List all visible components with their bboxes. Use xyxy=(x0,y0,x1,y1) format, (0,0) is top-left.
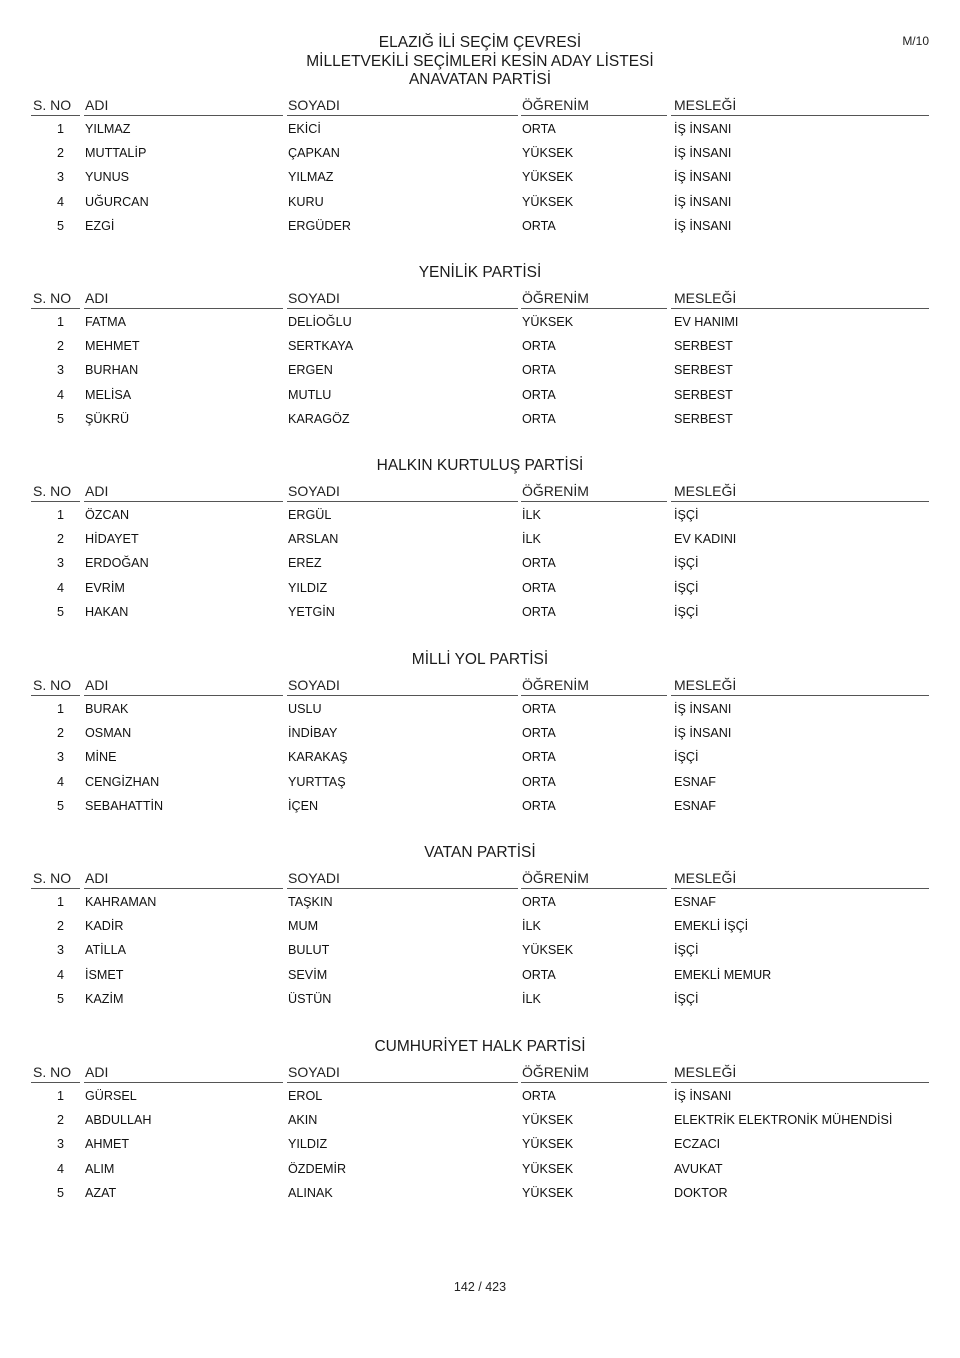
column-header-adi: ADI xyxy=(85,1064,109,1080)
cell-soyadi: YILDIZ xyxy=(288,1137,328,1152)
cell-ogrenim: YÜKSEK xyxy=(522,146,574,161)
party-title: ANAVATAN PARTİSİ xyxy=(408,71,552,88)
cell-no: 5 xyxy=(56,411,64,426)
table-header xyxy=(0,866,960,890)
header-underline xyxy=(31,115,80,116)
table-row xyxy=(0,117,960,141)
cell-ogrenim: ORTA xyxy=(522,580,556,595)
cell-adi: MİNE xyxy=(85,750,117,765)
column-header-meslegi: MESLEĞİ xyxy=(674,97,737,113)
header-underline xyxy=(84,115,283,116)
cell-meslegi: ESNAF xyxy=(674,774,716,789)
cell-meslegi: SERBEST xyxy=(674,411,733,426)
cell-adi: ERDOĞAN xyxy=(85,556,149,571)
party-section xyxy=(0,453,960,624)
cell-no: 5 xyxy=(56,991,64,1006)
cell-soyadi: İÇEN xyxy=(288,798,319,813)
cell-meslegi: İŞ İNSANI xyxy=(674,194,732,209)
cell-soyadi: SEVİM xyxy=(288,967,328,982)
cell-adi: SEBAHATTİN xyxy=(85,798,164,813)
cell-ogrenim: ORTA xyxy=(522,363,556,378)
cell-no: 2 xyxy=(56,532,64,547)
cell-soyadi: EROL xyxy=(288,1089,323,1103)
table-row xyxy=(0,794,960,818)
table-row xyxy=(0,407,960,431)
header-underline xyxy=(287,308,518,309)
cell-meslegi: ESNAF xyxy=(674,798,716,813)
page-number: 142 / 423 xyxy=(453,1280,507,1294)
table-row xyxy=(0,141,960,165)
cell-ogrenim: ORTA xyxy=(522,556,556,571)
cell-adi: OSMAN xyxy=(85,726,132,741)
cell-no: 2 xyxy=(56,919,64,934)
cell-no: 4 xyxy=(56,774,64,789)
header-underline xyxy=(287,115,518,116)
cell-soyadi: İNDİBAY xyxy=(288,726,338,741)
table-row xyxy=(0,914,960,938)
table-row xyxy=(0,358,960,382)
cell-soyadi: EKİCİ xyxy=(288,122,321,136)
header-underline xyxy=(84,1082,283,1083)
header-underline xyxy=(84,308,283,309)
header-underline xyxy=(287,1082,518,1083)
cell-adi: ŞÜKRÜ xyxy=(85,411,130,426)
cell-ogrenim: ORTA xyxy=(522,1089,556,1103)
cell-no: 1 xyxy=(56,315,64,329)
cell-soyadi: YILDIZ xyxy=(288,580,328,595)
cell-ogrenim: ORTA xyxy=(522,702,556,716)
cell-ogrenim: ORTA xyxy=(522,387,556,402)
table-row xyxy=(0,721,960,745)
cell-meslegi: ECZACI xyxy=(674,1137,721,1152)
cell-soyadi: USLU xyxy=(288,702,322,716)
party-section xyxy=(0,67,960,238)
cell-meslegi: İŞÇİ xyxy=(674,508,699,522)
cell-adi: AZAT xyxy=(85,1185,117,1200)
column-header-ogrenim: ÖĞRENİM xyxy=(522,483,589,499)
cell-ogrenim: ORTA xyxy=(522,411,556,426)
cell-ogrenim: YÜKSEK xyxy=(522,170,574,185)
cell-no: 5 xyxy=(56,604,64,619)
cell-ogrenim: YÜKSEK xyxy=(522,1161,574,1176)
document-header xyxy=(0,33,960,71)
page-code: M/10 xyxy=(902,34,929,48)
cell-no: 1 xyxy=(56,895,64,909)
cell-soyadi: SERTKAYA xyxy=(288,339,354,354)
header-underline xyxy=(671,888,929,889)
cell-adi: GÜRSEL xyxy=(85,1089,137,1103)
table-row xyxy=(0,987,960,1011)
table-row xyxy=(0,383,960,407)
cell-adi: EZGİ xyxy=(85,218,115,233)
cell-ogrenim: YÜKSEK xyxy=(522,943,574,958)
header-title-line2: MİLLETVEKİLİ SEÇİMLERİ KESİN ADAY LİSTESİ xyxy=(306,53,654,70)
party-section xyxy=(0,260,960,431)
table-row xyxy=(0,600,960,624)
cell-meslegi: İŞÇİ xyxy=(674,943,699,958)
party-title: CUMHURİYET HALK PARTİSİ xyxy=(374,1038,586,1055)
cell-meslegi: İŞÇİ xyxy=(674,556,699,571)
cell-soyadi: MUM xyxy=(288,919,319,934)
table-header xyxy=(0,286,960,310)
cell-no: 1 xyxy=(56,122,64,136)
column-header-adi: ADI xyxy=(85,290,109,306)
cell-ogrenim: ORTA xyxy=(522,122,556,136)
cell-no: 1 xyxy=(56,1089,64,1103)
cell-meslegi: EMEKLİ İŞÇİ xyxy=(674,919,749,934)
cell-adi: YILMAZ xyxy=(85,122,131,136)
cell-ogrenim: İLK xyxy=(522,508,541,522)
column-header-no: S. NO xyxy=(33,483,72,499)
header-underline xyxy=(84,888,283,889)
cell-adi: HİDAYET xyxy=(85,532,139,547)
party-title: HALKIN KURTULUŞ PARTİSİ xyxy=(376,457,584,474)
table-row xyxy=(0,310,960,334)
cell-meslegi: EV KADINI xyxy=(674,532,737,547)
cell-ogrenim: YÜKSEK xyxy=(522,1113,574,1128)
cell-soyadi: EREZ xyxy=(288,556,322,571)
header-underline xyxy=(521,115,667,116)
header-underline xyxy=(287,888,518,889)
header-title-line1: ELAZIĞ İLİ SEÇİM ÇEVRESİ xyxy=(378,34,582,51)
cell-no: 4 xyxy=(56,580,64,595)
header-underline xyxy=(521,888,667,889)
column-header-adi: ADI xyxy=(85,870,109,886)
table-header xyxy=(0,479,960,503)
table-row xyxy=(0,503,960,527)
cell-ogrenim: YÜKSEK xyxy=(522,1137,574,1152)
cell-ogrenim: ORTA xyxy=(522,339,556,354)
column-header-no: S. NO xyxy=(33,290,72,306)
cell-no: 5 xyxy=(56,798,64,813)
column-header-adi: ADI xyxy=(85,483,109,499)
cell-adi: ÖZCAN xyxy=(85,508,130,522)
cell-soyadi: KARAGÖZ xyxy=(288,411,350,426)
cell-no: 1 xyxy=(56,702,64,716)
table-row xyxy=(0,527,960,551)
header-underline xyxy=(84,695,283,696)
cell-meslegi: İŞÇİ xyxy=(674,580,699,595)
column-header-meslegi: MESLEĞİ xyxy=(674,1064,737,1080)
cell-meslegi: İŞ İNSANI xyxy=(674,726,732,741)
cell-soyadi: YETGİN xyxy=(288,604,335,619)
party-section xyxy=(0,840,960,1011)
header-underline xyxy=(31,695,80,696)
cell-meslegi: SERBEST xyxy=(674,363,733,378)
cell-meslegi: İŞÇİ xyxy=(674,750,699,765)
party-title: VATAN PARTİSİ xyxy=(424,844,536,861)
cell-soyadi: DELİOĞLU xyxy=(288,315,352,329)
cell-no: 3 xyxy=(56,170,64,185)
table-row xyxy=(0,576,960,600)
cell-adi: İSMET xyxy=(85,967,124,982)
cell-soyadi: ÖZDEMİR xyxy=(288,1161,347,1176)
table-row xyxy=(0,697,960,721)
table-row xyxy=(0,214,960,238)
header-underline xyxy=(671,1082,929,1083)
table-row xyxy=(0,745,960,769)
cell-adi: KAZİM xyxy=(85,991,124,1006)
cell-soyadi: ERGEN xyxy=(288,363,333,378)
cell-meslegi: İŞ İNSANI xyxy=(674,170,732,185)
cell-meslegi: İŞ İNSANI xyxy=(674,1089,732,1103)
cell-no: 2 xyxy=(56,146,64,161)
cell-ogrenim: YÜKSEK xyxy=(522,315,574,329)
cell-soyadi: AKIN xyxy=(288,1113,318,1128)
header-underline xyxy=(521,695,667,696)
cell-adi: MUTTALİP xyxy=(85,146,147,161)
cell-adi: UĞURCAN xyxy=(85,194,149,209)
cell-soyadi: ÜSTÜN xyxy=(288,991,332,1006)
cell-adi: YUNUS xyxy=(85,170,130,185)
cell-soyadi: ERGÜL xyxy=(288,508,332,522)
table-header xyxy=(0,1060,960,1084)
cell-adi: KADİR xyxy=(85,919,124,934)
column-header-no: S. NO xyxy=(33,677,72,693)
column-header-no: S. NO xyxy=(33,870,72,886)
column-header-adi: ADI xyxy=(85,677,109,693)
cell-ogrenim: ORTA xyxy=(522,726,556,741)
cell-adi: CENGİZHAN xyxy=(85,774,160,789)
header-underline xyxy=(671,695,929,696)
column-header-ogrenim: ÖĞRENİM xyxy=(522,290,589,306)
table-header xyxy=(0,673,960,697)
cell-no: 4 xyxy=(56,194,64,209)
cell-adi: AHMET xyxy=(85,1137,130,1152)
column-header-soyadi: SOYADI xyxy=(288,97,340,113)
cell-no: 2 xyxy=(56,339,64,354)
cell-meslegi: ESNAF xyxy=(674,895,716,909)
cell-ogrenim: ORTA xyxy=(522,774,556,789)
table-row xyxy=(0,1084,960,1108)
cell-no: 4 xyxy=(56,387,64,402)
cell-no: 3 xyxy=(56,363,64,378)
cell-meslegi: İŞ İNSANI xyxy=(674,218,732,233)
cell-adi: MEHMET xyxy=(85,339,140,354)
table-row xyxy=(0,770,960,794)
header-underline xyxy=(84,501,283,502)
column-header-meslegi: MESLEĞİ xyxy=(674,483,737,499)
cell-adi: FATMA xyxy=(85,315,127,329)
column-header-meslegi: MESLEĞİ xyxy=(674,677,737,693)
cell-meslegi: SERBEST xyxy=(674,339,733,354)
column-header-soyadi: SOYADI xyxy=(288,870,340,886)
column-header-meslegi: MESLEĞİ xyxy=(674,870,737,886)
cell-no: 3 xyxy=(56,943,64,958)
cell-meslegi: İŞ İNSANI xyxy=(674,702,732,716)
cell-adi: EVRİM xyxy=(85,580,125,595)
cell-soyadi: BULUT xyxy=(288,943,330,958)
cell-adi: KAHRAMAN xyxy=(85,895,157,909)
cell-soyadi: ALINAK xyxy=(288,1185,333,1200)
cell-ogrenim: YÜKSEK xyxy=(522,1185,574,1200)
cell-meslegi: İŞ İNSANI xyxy=(674,146,732,161)
column-header-meslegi: MESLEĞİ xyxy=(674,290,737,306)
table-row xyxy=(0,1108,960,1132)
table-row xyxy=(0,1132,960,1156)
cell-adi: ATİLLA xyxy=(85,943,127,958)
cell-no: 1 xyxy=(56,508,64,522)
cell-ogrenim: YÜKSEK xyxy=(522,194,574,209)
cell-meslegi: ELEKTRİK ELEKTRONİK MÜHENDİSİ xyxy=(674,1113,893,1128)
column-header-ogrenim: ÖĞRENİM xyxy=(522,677,589,693)
party-title: MİLLİ YOL PARTİSİ xyxy=(411,651,549,668)
header-underline xyxy=(287,501,518,502)
cell-no: 3 xyxy=(56,750,64,765)
cell-no: 5 xyxy=(56,1185,64,1200)
cell-adi: MELİSA xyxy=(85,387,132,402)
cell-soyadi: KURU xyxy=(288,194,324,209)
table-row xyxy=(0,165,960,189)
column-header-ogrenim: ÖĞRENİM xyxy=(522,97,589,113)
cell-no: 2 xyxy=(56,726,64,741)
cell-ogrenim: ORTA xyxy=(522,895,556,909)
party-section xyxy=(0,647,960,818)
table-row xyxy=(0,334,960,358)
cell-ogrenim: ORTA xyxy=(522,604,556,619)
header-underline xyxy=(31,501,80,502)
cell-meslegi: EV HANIMI xyxy=(674,315,739,329)
cell-soyadi: ERGÜDER xyxy=(288,218,351,233)
cell-ogrenim: ORTA xyxy=(522,798,556,813)
column-header-no: S. NO xyxy=(33,97,72,113)
cell-meslegi: İŞÇİ xyxy=(674,991,699,1006)
party-title: YENİLİK PARTİSİ xyxy=(418,264,542,281)
cell-soyadi: YURTTAŞ xyxy=(288,774,346,789)
header-underline xyxy=(671,501,929,502)
cell-ogrenim: ORTA xyxy=(522,967,556,982)
cell-soyadi: TAŞKIN xyxy=(288,895,333,909)
cell-adi: ALIM xyxy=(85,1161,115,1176)
table-row xyxy=(0,1181,960,1205)
cell-soyadi: ÇAPKAN xyxy=(288,146,340,161)
table-row xyxy=(0,963,960,987)
table-row xyxy=(0,190,960,214)
cell-adi: BURHAN xyxy=(85,363,139,378)
cell-ogrenim: İLK xyxy=(522,532,541,547)
header-underline xyxy=(521,308,667,309)
header-underline xyxy=(671,308,929,309)
cell-no: 3 xyxy=(56,556,64,571)
cell-soyadi: ARSLAN xyxy=(288,532,339,547)
table-row xyxy=(0,551,960,575)
header-underline xyxy=(671,115,929,116)
cell-adi: BURAK xyxy=(85,702,129,716)
table-row xyxy=(0,938,960,962)
cell-meslegi: İŞ İNSANI xyxy=(674,122,732,136)
header-underline xyxy=(31,308,80,309)
column-header-soyadi: SOYADI xyxy=(288,1064,340,1080)
cell-adi: HAKAN xyxy=(85,604,129,619)
cell-meslegi: İŞÇİ xyxy=(674,604,699,619)
cell-no: 4 xyxy=(56,967,64,982)
column-header-ogrenim: ÖĞRENİM xyxy=(522,1064,589,1080)
cell-meslegi: AVUKAT xyxy=(674,1161,723,1176)
header-underline xyxy=(287,695,518,696)
header-underline xyxy=(31,888,80,889)
table-row xyxy=(0,1157,960,1181)
header-underline xyxy=(521,1082,667,1083)
header-underline xyxy=(521,501,667,502)
cell-ogrenim: ORTA xyxy=(522,750,556,765)
cell-no: 3 xyxy=(56,1137,64,1152)
cell-meslegi: DOKTOR xyxy=(674,1185,728,1200)
cell-meslegi: SERBEST xyxy=(674,387,733,402)
cell-ogrenim: İLK xyxy=(522,919,541,934)
cell-no: 5 xyxy=(56,218,64,233)
cell-no: 2 xyxy=(56,1113,64,1128)
column-header-adi: ADI xyxy=(85,97,109,113)
party-section xyxy=(0,1034,960,1205)
column-header-no: S. NO xyxy=(33,1064,72,1080)
table-row xyxy=(0,890,960,914)
cell-ogrenim: ORTA xyxy=(522,218,556,233)
column-header-soyadi: SOYADI xyxy=(288,290,340,306)
cell-no: 4 xyxy=(56,1161,64,1176)
cell-meslegi: EMEKLİ MEMUR xyxy=(674,967,772,982)
column-header-soyadi: SOYADI xyxy=(288,483,340,499)
column-header-soyadi: SOYADI xyxy=(288,677,340,693)
cell-adi: ABDULLAH xyxy=(85,1113,152,1128)
cell-soyadi: MUTLU xyxy=(288,387,332,402)
column-header-ogrenim: ÖĞRENİM xyxy=(522,870,589,886)
cell-soyadi: YILMAZ xyxy=(288,170,334,185)
cell-ogrenim: İLK xyxy=(522,991,541,1006)
cell-soyadi: KARAKAŞ xyxy=(288,750,348,765)
header-underline xyxy=(31,1082,80,1083)
table-header xyxy=(0,93,960,117)
